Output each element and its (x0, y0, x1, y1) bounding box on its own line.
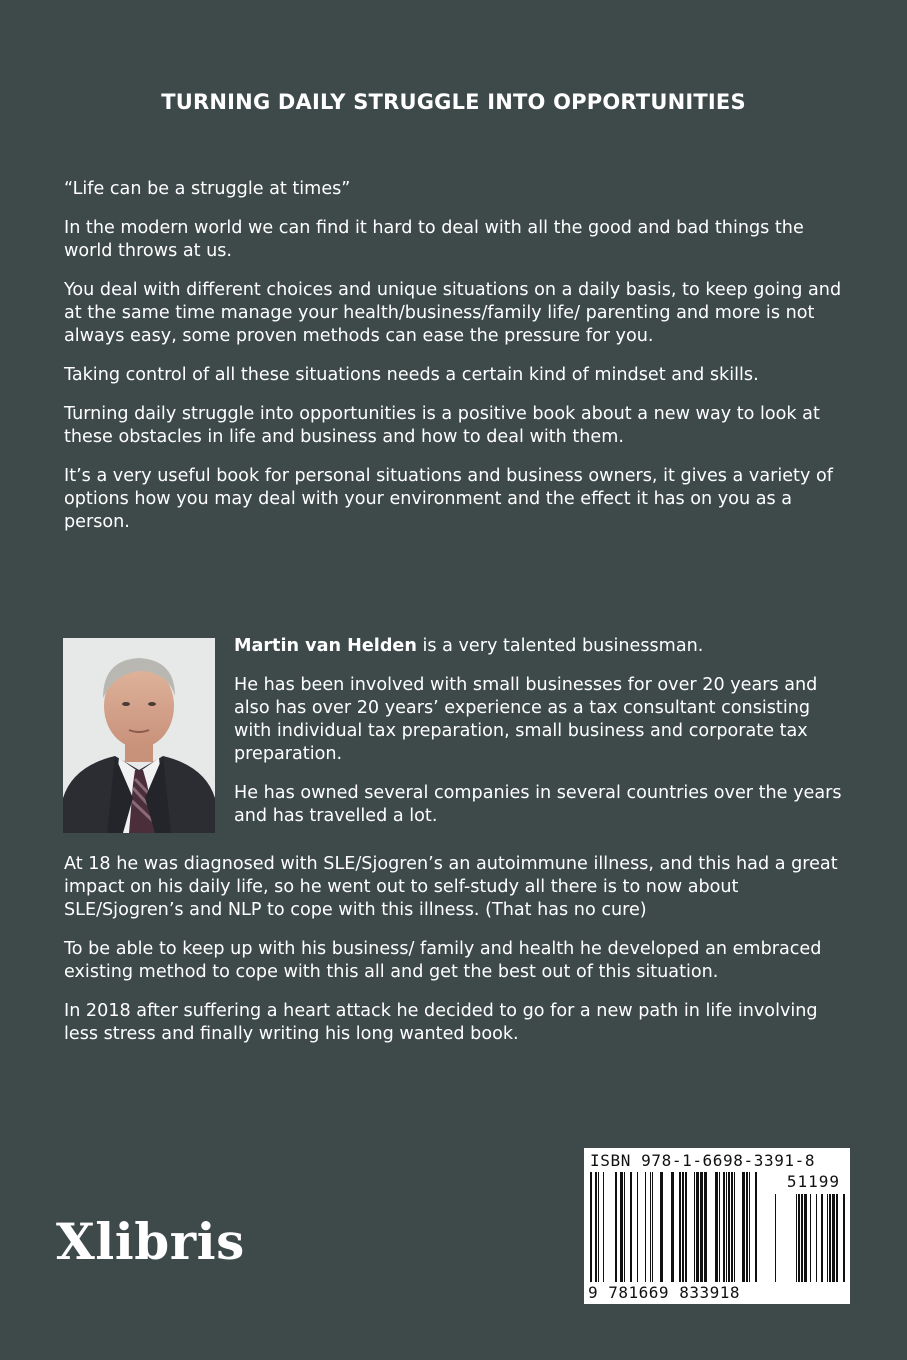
bio-paragraph: At 18 he was diagnosed with SLE/Sjogren’s an autoimmune illness, and this had a great impact on his daily life, so he went out to self-study all there is to now about SLE/Sjogren’s and NLP to cope with this illness. (That has no cure) (64, 854, 838, 920)
isbn-barcode (584, 1148, 850, 1304)
barcode-bar (671, 1172, 674, 1282)
addon-bar (775, 1194, 776, 1282)
barcode-bar (598, 1172, 599, 1282)
author-photo (63, 638, 215, 833)
barcode-bar (595, 1172, 597, 1282)
addon-bar (843, 1194, 845, 1282)
addon-bar (796, 1194, 797, 1282)
addon-bar (829, 1194, 831, 1282)
barcode-bar (723, 1172, 725, 1282)
barcode-bar (696, 1172, 699, 1282)
isbn-label: ISBN 978-1-6698-3391-8 (590, 1151, 816, 1170)
blurb-paragraph: In the modern world we can find it hard to deal with all the good and bad things the world throws at us. (64, 218, 804, 261)
book-blurb (64, 178, 846, 550)
barcode-bar (630, 1172, 632, 1282)
blurb-paragraph: It’s a very useful book for personal situations and business owners, it gives a variety of options how you may deal with your environment and the effect it has on you as a person. (64, 466, 833, 532)
blurb-paragraph: You deal with different choices and unique situations on a daily basis, to keep going and at the same time manage your health/business/family life/ parenting and more is not always easy, some proven methods can ease the pressure for you. (64, 280, 842, 346)
author-bio (234, 635, 846, 844)
barcode-bar (624, 1172, 625, 1282)
blurb-paragraph: Turning daily struggle into opportunities is a positive book about a new way to look at these obstacles in life and business and how to deal with them. (64, 404, 820, 447)
barcode-bar (682, 1172, 684, 1282)
barcode-bar (731, 1172, 733, 1282)
addon-bar (801, 1194, 803, 1282)
barcode-bar (728, 1172, 730, 1282)
barcode-bar (603, 1172, 604, 1282)
addon-bar (827, 1194, 828, 1282)
barcode-bar (715, 1172, 718, 1282)
barcode-bar (590, 1172, 592, 1282)
barcode-bar (742, 1172, 745, 1282)
barcode-bar (645, 1172, 646, 1282)
addon-bar (836, 1194, 838, 1282)
barcode-bar (719, 1172, 720, 1282)
publisher-logo: Xlibris (56, 1212, 245, 1271)
barcode-bar (679, 1172, 681, 1282)
bio-paragraph: To be able to keep up with his business/ family and health he developed an embraced existing method to cope with this all and get the best out of this situation. (64, 939, 822, 982)
addon-bar (816, 1194, 817, 1282)
barcode-bar (694, 1172, 695, 1282)
barcode-bar (637, 1172, 638, 1282)
barcode-bar (746, 1172, 748, 1282)
addon-bar (832, 1194, 835, 1282)
barcode-bar (704, 1172, 707, 1282)
barcode-bars (584, 1148, 850, 1304)
author-intro-text: is a very talented businessman. (416, 636, 704, 656)
barcode-bar (685, 1172, 687, 1282)
barcode-bar (734, 1172, 735, 1282)
barcode-bar (652, 1172, 653, 1282)
blurb-paragraph: Taking control of all these situations needs a certain kind of mindset and skills. (64, 365, 759, 385)
barcode-bar (615, 1172, 617, 1282)
barcode-bar (755, 1172, 757, 1282)
author-name: Martin van Helden (234, 636, 417, 656)
addon-bar (821, 1194, 823, 1282)
addon-bar (798, 1194, 800, 1282)
barcode-bar (650, 1172, 651, 1282)
price-code: 51199 (786, 1172, 840, 1191)
blurb-quote: “Life can be a struggle at times” (64, 179, 351, 199)
bio-paragraph: In 2018 after suffering a heart attack he decided to go for a new path in life involving less stress and finally writing his long wanted book. (64, 1001, 818, 1044)
author-portrait-illustration (63, 638, 215, 833)
addon-bar (804, 1194, 807, 1282)
barcode-bar (700, 1172, 703, 1282)
author-intro (234, 635, 846, 658)
barcode-bar (726, 1172, 727, 1282)
barcode-bar (749, 1172, 750, 1282)
bio-paragraph: He has owned several companies in several countries over the years and has travelled a lot. (234, 783, 842, 826)
bio-paragraph: He has been involved with small businesses for over 20 years and also has over 20 years’ experience as a tax consultant consisting with individual tax preparation, small business and corporate tax preparation. (234, 675, 818, 764)
barcode-bar (660, 1172, 663, 1282)
addon-bar (810, 1194, 811, 1282)
ean-digits: 9 781669 833918 (588, 1283, 740, 1302)
book-title: TURNING DAILY STRUGGLE INTO OPPORTUNITIES (161, 90, 746, 114)
barcode-bar (620, 1172, 623, 1282)
author-bio-continued (64, 853, 846, 1062)
